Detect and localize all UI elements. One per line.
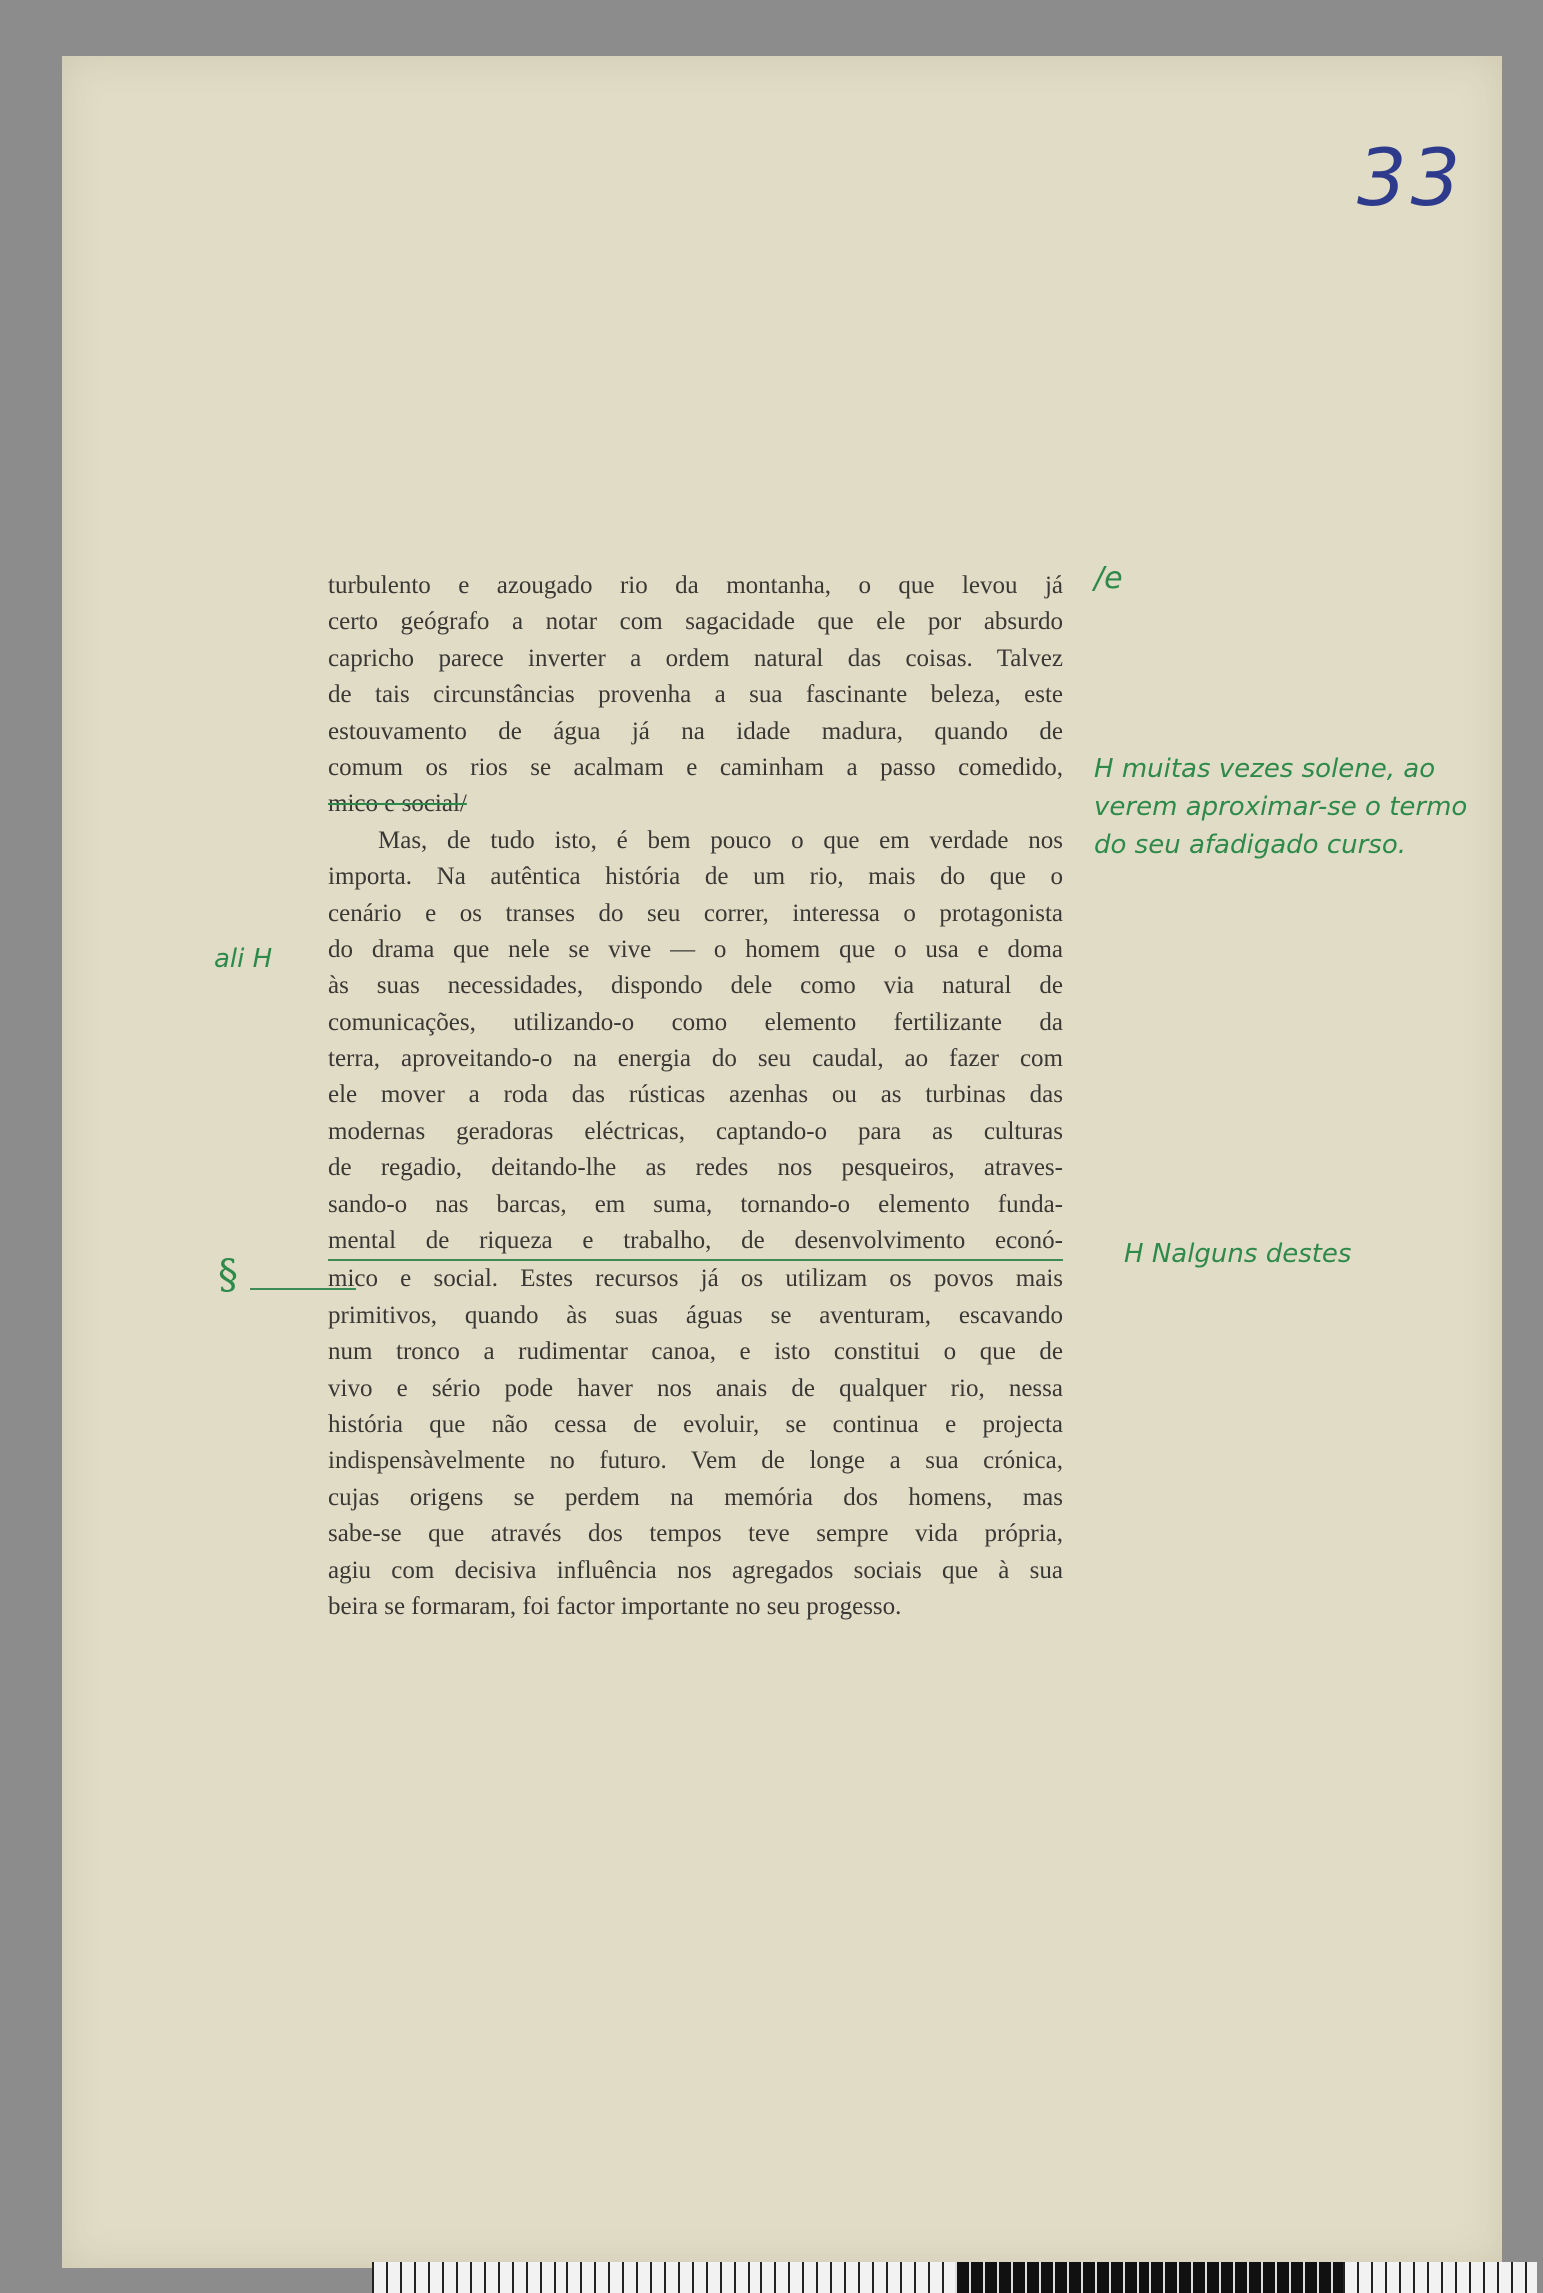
text-line: de tais circunstâncias provenha a sua fascinante beleza, este xyxy=(328,681,1063,709)
scale-segment xyxy=(566,2262,760,2293)
margin-note-nalguns: H Nalguns destes xyxy=(1124,1239,1352,1269)
text-line: modernas geradoras eléctricas, captando-o para as culturas xyxy=(328,1117,1063,1145)
scale-segment xyxy=(372,2262,566,2293)
text-line: capricho parece inverter a ordem natural das coisas. Talvez xyxy=(328,644,1063,672)
page-number: 33 xyxy=(1357,134,1465,224)
body-text xyxy=(328,568,1063,1625)
text-line: cujas origens se perdem na memória dos homens, mas xyxy=(328,1483,1063,1511)
text-line: beira se formaram, foi factor importante no seu progesso. xyxy=(328,1592,902,1620)
text-line: importa. Na autêntica história de um rio, mais do que o xyxy=(328,863,1063,891)
text-line: turbulento e azougado rio da montanha, o que levou já xyxy=(328,572,1063,599)
scale-segment xyxy=(760,2262,954,2293)
underlined-text-line: mental de riqueza e trabalho, de desenvolvimento econó- xyxy=(328,1223,1063,1261)
scale-segment xyxy=(955,2262,1149,2293)
text-line: terra, aproveitando-o na energia do seu caudal, ao fazer com xyxy=(328,1045,1063,1073)
section-mark-icon: § xyxy=(218,1252,238,1298)
text-line: comunicações, utilizando-o como elemento fertilizante da xyxy=(328,1008,1063,1036)
text-line: certo geógrafo a notar com sagacidade que ele por absurdo xyxy=(328,608,1063,636)
text-line: agiu com decisiva influência nos agregados sociais que à sua xyxy=(328,1556,1063,1584)
margin-note-ali: ali H xyxy=(214,944,273,974)
text-line: sando-o nas barcas, em suma, tornando-o elemento funda- xyxy=(328,1190,1063,1218)
text-line: às suas necessidades, dispondo dele como via natural de xyxy=(328,972,1063,1000)
text-line: história que não cessa de evoluir, se continua e projecta xyxy=(328,1410,1063,1438)
text-line: estouvamento de água já na idade madura, quando de xyxy=(328,717,1063,745)
margin-note-insertion: H muitas vezes solene, ao verem aproximar-se o termo do seu afadigado curso. xyxy=(1094,754,1468,860)
text-line: comum os rios se acalmam e caminham a passo comedido, xyxy=(328,753,1063,781)
struck-text-line: mico e social/ xyxy=(328,790,467,818)
scale-segment xyxy=(1343,2262,1537,2293)
text-line: indispensàvelmente no futuro. Vem de longe a sua crónica, xyxy=(328,1447,1063,1475)
text-line: primitivos, quando às suas águas se aventuram, escavando xyxy=(328,1301,1063,1329)
text-line: vivo e sério pode haver nos anais de qualquer rio, nessa xyxy=(328,1374,1063,1402)
measurement-scale-bar xyxy=(372,2262,1537,2293)
text-line: Mas, de tudo isto, é bem pouco o que em verdade nos xyxy=(378,826,1063,854)
margin-note-insert-e: /e xyxy=(1094,561,1123,596)
text-line: mico e social. Estes recursos já os utilizam os povos mais xyxy=(328,1265,1063,1293)
text-line: sabe-se que através dos tempos teve sempre vida própria, xyxy=(328,1520,1063,1548)
text-line: do drama que nele se vive — o homem que o usa e doma xyxy=(328,935,1063,963)
text-line: cenário e os transes do seu correr, interessa o protagonista xyxy=(328,899,1063,927)
margin-rule-line xyxy=(250,1288,356,1290)
text-line: num tronco a rudimentar canoa, e isto constitui o que de xyxy=(328,1338,1063,1366)
text-line: ele mover a roda das rústicas azenhas ou as turbinas das xyxy=(328,1081,1063,1109)
text-line: de regadio, deitando-lhe as redes nos pesqueiros, atraves- xyxy=(328,1154,1063,1182)
scale-segment xyxy=(1149,2262,1343,2293)
